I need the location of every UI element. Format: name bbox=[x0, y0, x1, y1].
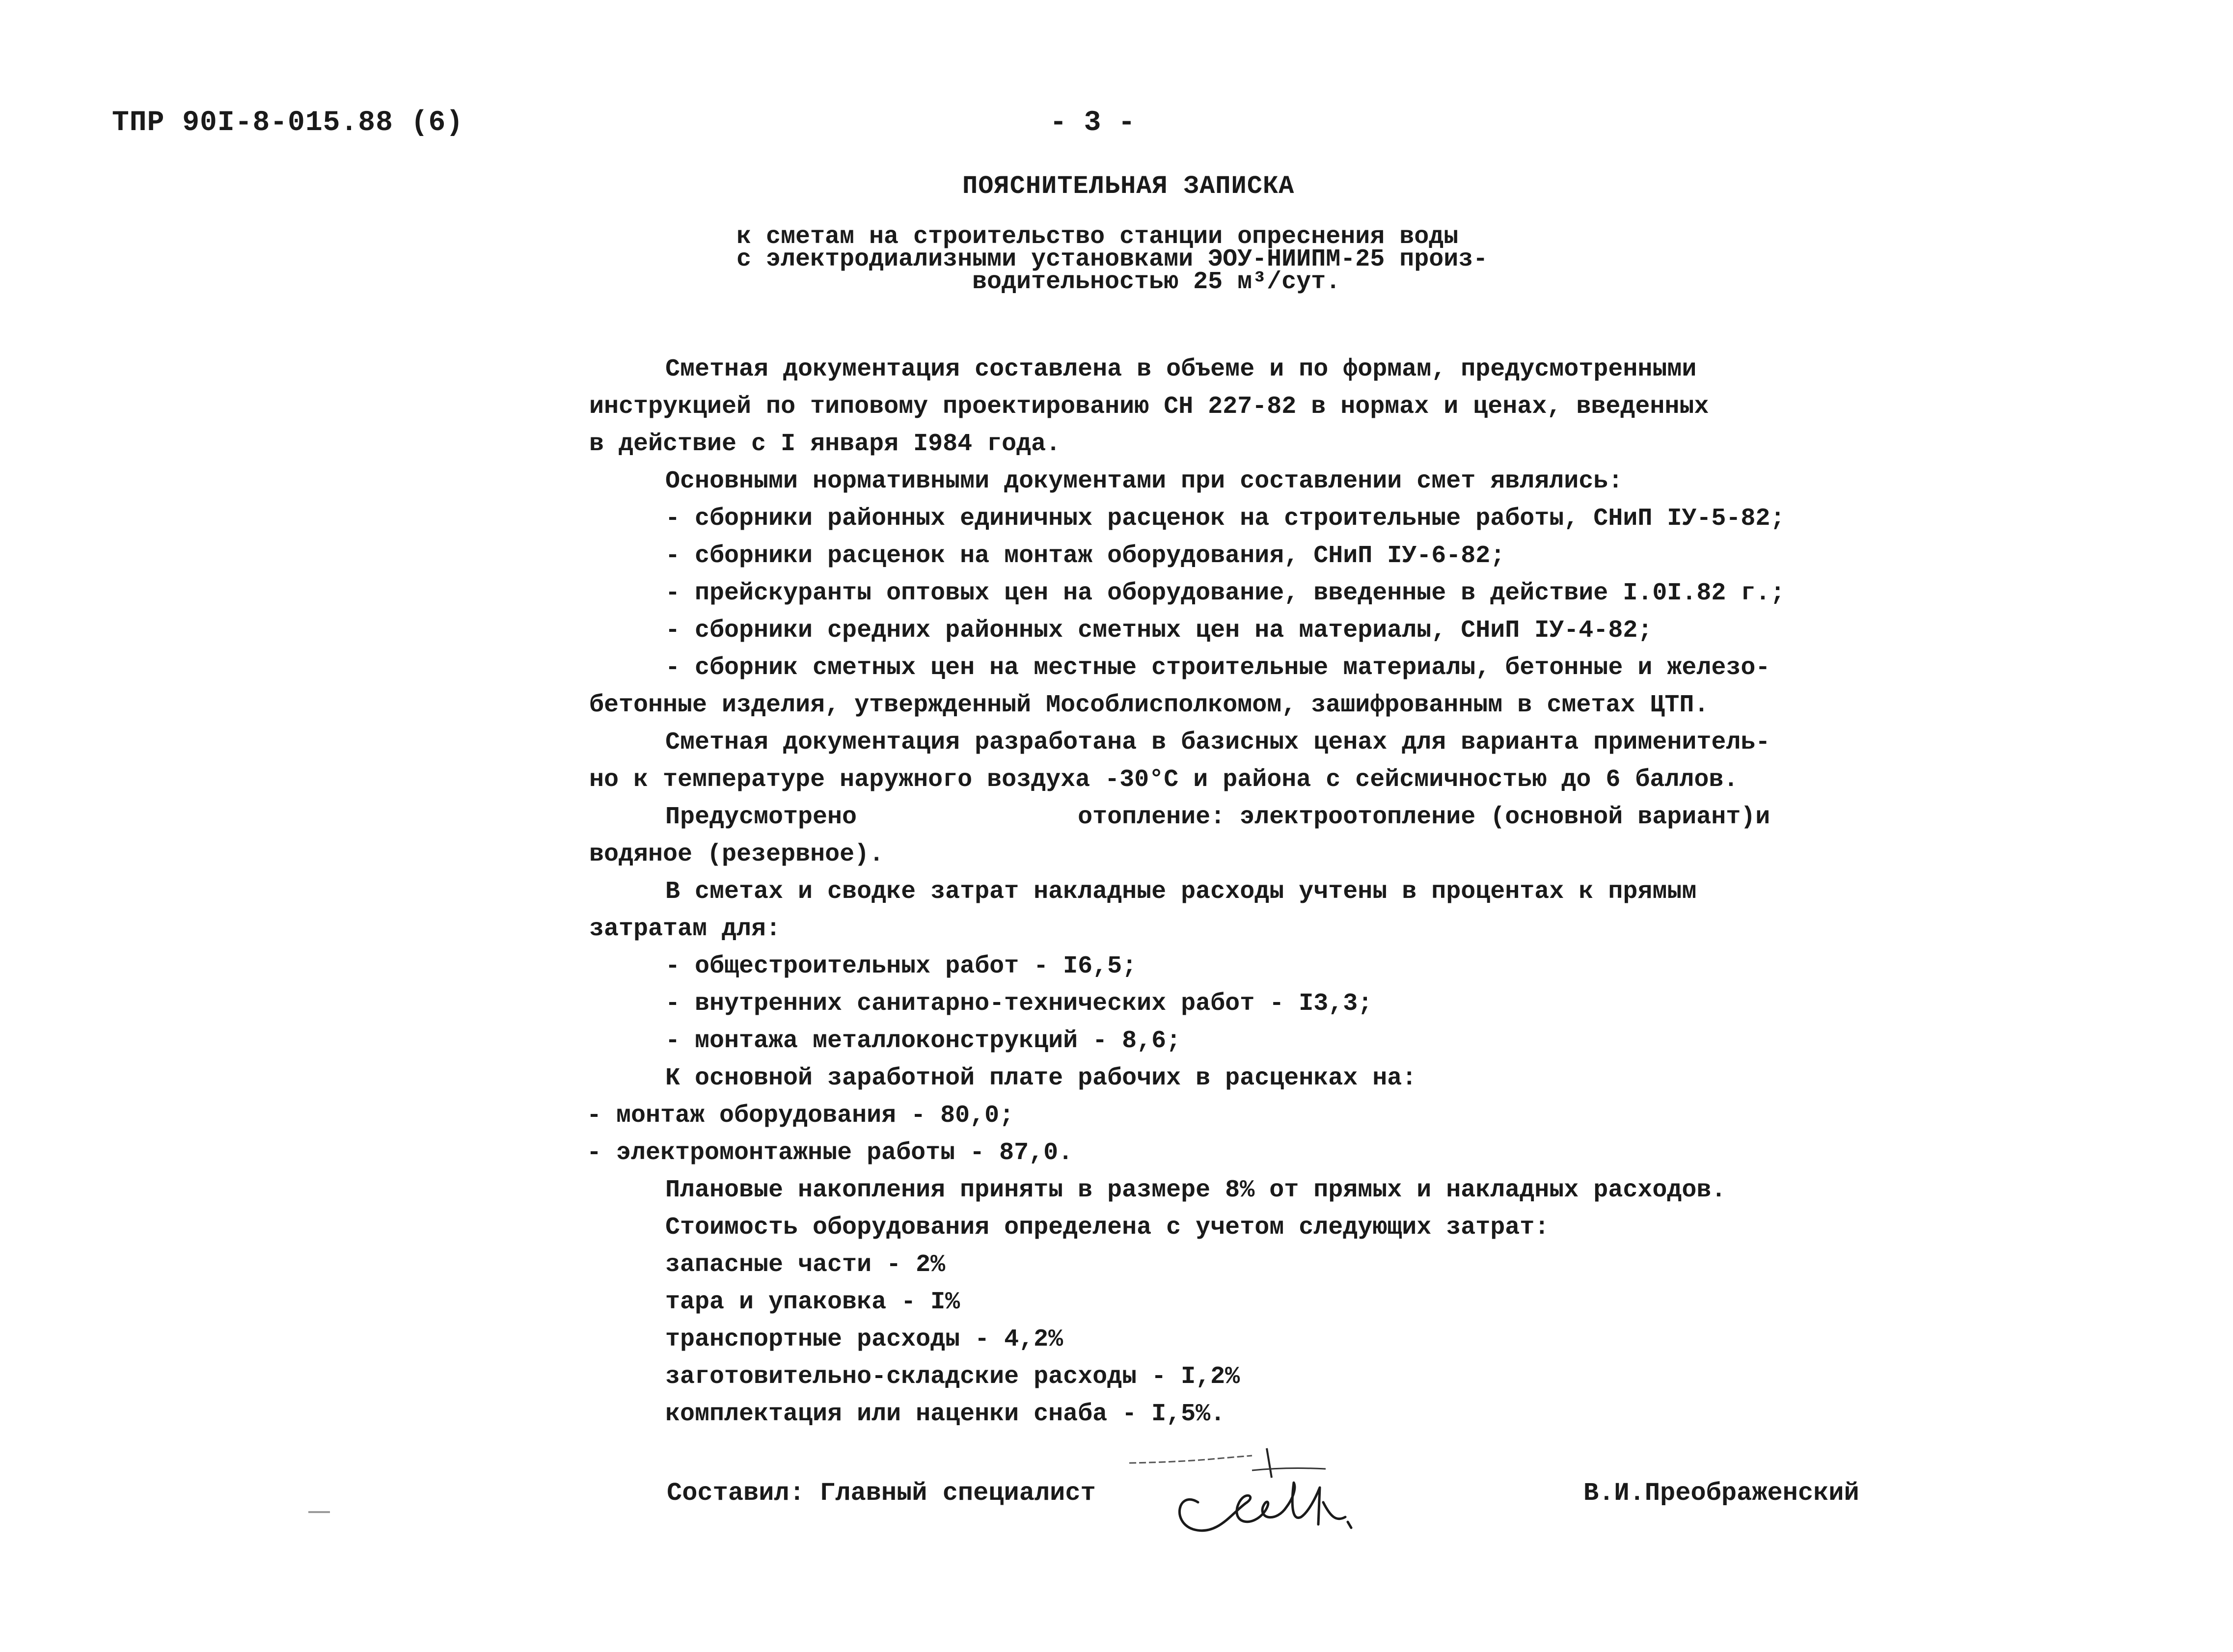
document-code: ТПР 90I-8-015.88 (6) bbox=[112, 107, 464, 139]
subtitle-line: водительностью 25 м³/сут. bbox=[972, 268, 1341, 296]
paragraph-line bbox=[589, 799, 1785, 836]
paragraph-line: инструкцией по типовому проектированию СН 227-82 в нормах и ценах, введенных bbox=[589, 393, 1709, 421]
list-item: - внутренних санитарно-технических работ - I3,3; bbox=[665, 990, 1373, 1018]
list-item: - сборники расценок на монтаж оборудования, СНиП IУ-6-82; bbox=[665, 542, 1505, 570]
list-item: - монтажа металлоконструкций - 8,6; bbox=[665, 1027, 1181, 1055]
list-item: - сборник сметных цен на местные строительные материалы, бетонные и железо- bbox=[665, 654, 1770, 682]
paragraph-line: В сметах и сводке затрат накладные расходы учтены в процентах к прямым bbox=[665, 878, 1697, 906]
document-title: ПОЯСНИТЕЛЬНАЯ ЗАПИСКА bbox=[962, 172, 1295, 201]
list-item: - монтаж оборудования - 80,0; bbox=[587, 1102, 1014, 1130]
list-item: - прейскуранты оптовых цен на оборудование, введенные в действие I.0I.82 г.; bbox=[665, 579, 1785, 607]
paragraph-line: Основными нормативными документами при составлении смет являлись: bbox=[665, 467, 1623, 495]
list-item: - сборники районных единичных расценок на строительные работы, СНиП IУ-5-82; bbox=[665, 505, 1785, 533]
list-item: заготовительно-складские расходы - I,2% bbox=[665, 1363, 1240, 1391]
list-item: тара и упаковка - I% bbox=[665, 1288, 960, 1316]
list-item: - общестроительных работ - I6,5; bbox=[665, 952, 1137, 980]
paragraph-line: но к температуре наружного воздуха -30°С и района с сейсмичностью до 6 баллов. bbox=[589, 766, 1739, 794]
list-item: запасные части - 2% bbox=[665, 1251, 946, 1279]
list-item: - сборники средних районных сметных цен на материалы, СНиП IУ-4-82; bbox=[665, 617, 1653, 645]
paragraph-line: водяное (резервное). bbox=[589, 840, 884, 868]
paragraph-line: Сметная документация разработана в базисных ценах для варианта применитель- bbox=[665, 729, 1770, 757]
paragraph-line: в действие с I января I984 года. bbox=[589, 430, 1061, 458]
document-body bbox=[589, 351, 1785, 1433]
subtitle-line: с электродиализными установками ЭОУ-НИИПМ-25 произ- bbox=[736, 245, 1488, 273]
scan-mark bbox=[308, 1511, 330, 1513]
heating-options: отопление: электроотопление (основной вариант)и bbox=[1078, 803, 1770, 831]
paragraph-line: Стоимость оборудования определена с учетом следующих затрат: bbox=[665, 1214, 1550, 1242]
paragraph-line: К основной заработной плате рабочих в расценках на: bbox=[665, 1064, 1417, 1092]
list-item: - электромонтажные работы - 87,0. bbox=[587, 1139, 1073, 1167]
page-number: - 3 - bbox=[1050, 107, 1136, 139]
paragraph-line: Сметная документация составлена в объеме и по формам, предусмотренными bbox=[665, 355, 1697, 383]
document-subtitle bbox=[736, 223, 1488, 296]
paragraph-line: затратам для: bbox=[589, 915, 781, 943]
signer-name: В.И.Преображенский bbox=[1583, 1479, 1859, 1508]
list-item: транспортные расходы - 4,2% bbox=[665, 1326, 1063, 1354]
handwritten-signature bbox=[1124, 1443, 1380, 1556]
paragraph-line: бетонные изделия, утвержденный Мособлисполкомом, зашифрованным в сметах ЦТП. bbox=[589, 691, 1709, 719]
list-item: комплектация или наценки снаба - I,5%. bbox=[665, 1400, 1225, 1428]
subtitle-line: к сметам на строительство станции опреснения воды bbox=[736, 223, 1459, 251]
heating-label: Предусмотрено bbox=[665, 803, 857, 831]
paragraph-line: Плановые накопления приняты в размере 8% от прямых и накладных расходов. bbox=[665, 1176, 1726, 1204]
compiled-by-label: Составил: Главный специалист bbox=[667, 1479, 1096, 1508]
